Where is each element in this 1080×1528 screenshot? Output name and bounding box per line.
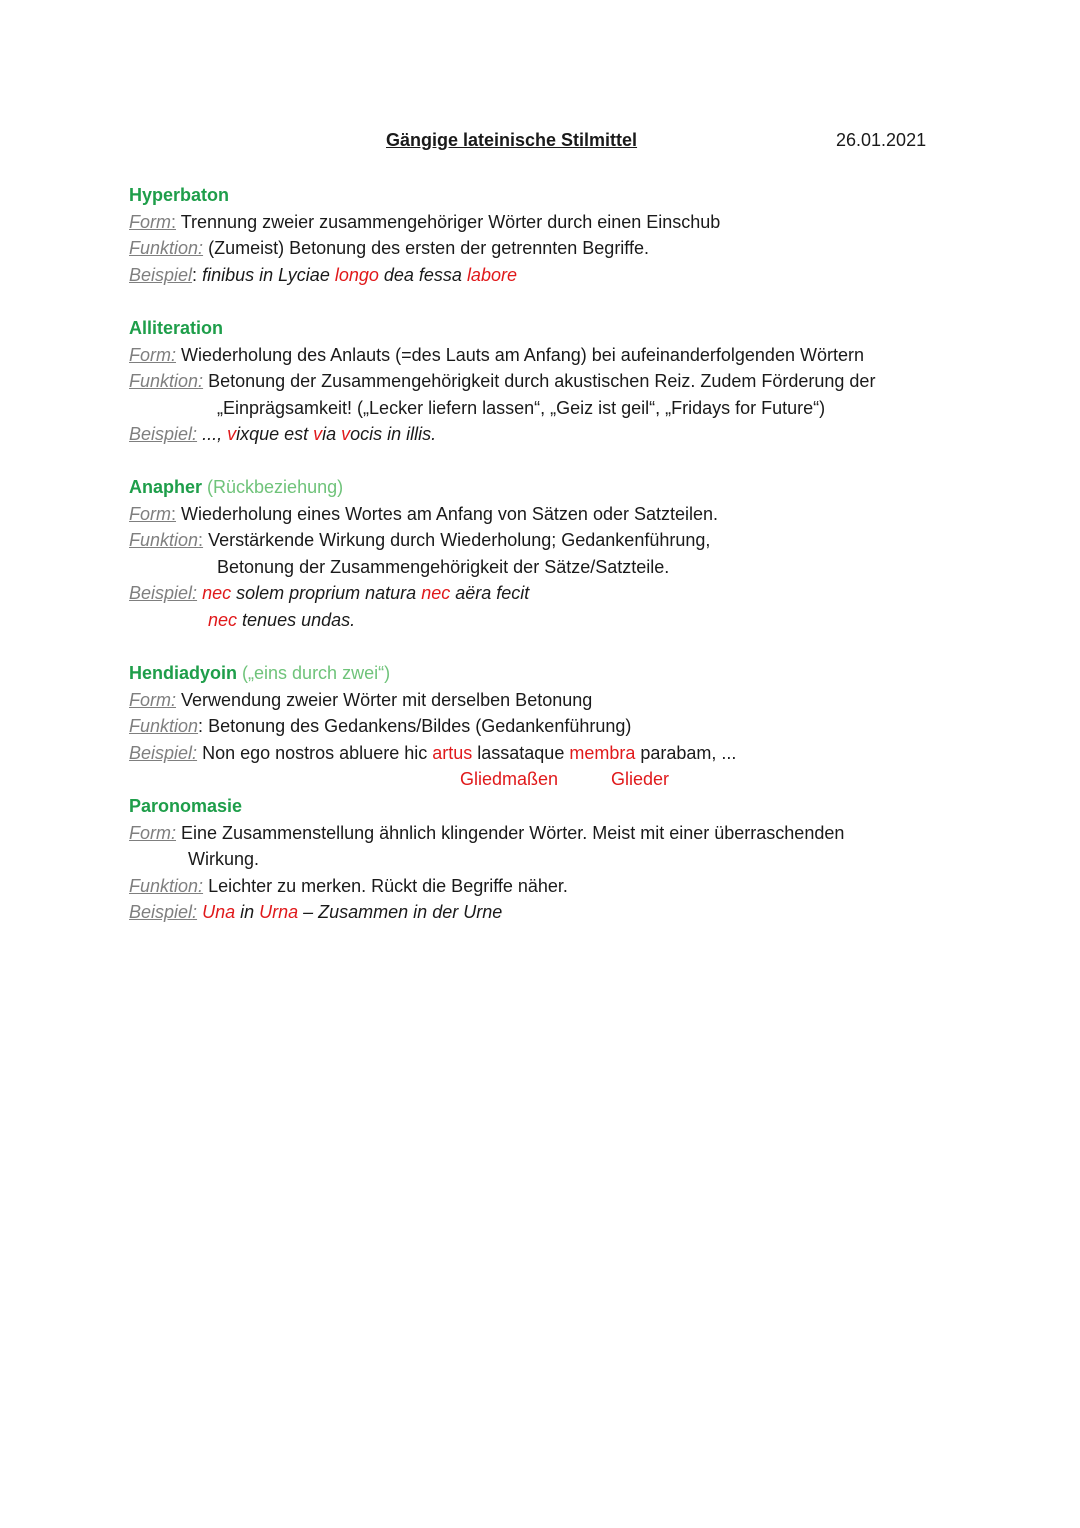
example-highlight: nec — [421, 583, 451, 603]
beispiel-label: Beispiel — [129, 424, 193, 444]
section-heading: Hendiadyoin — [129, 663, 238, 683]
example-text: Non ego nostros abluere hic — [202, 742, 433, 763]
section-alliteration — [129, 315, 989, 448]
beispiel-line — [129, 580, 989, 607]
label-colon: : — [192, 424, 198, 444]
form-label: Form — [129, 822, 171, 843]
form-line — [129, 501, 989, 528]
section-heading: Hyperbaton — [129, 185, 230, 205]
funktion-line — [129, 527, 989, 554]
translation-artus: Gliedmaßen — [460, 769, 559, 789]
beispiel-label: Beispiel — [129, 742, 193, 763]
funktion-label: Funktion — [129, 875, 199, 896]
section-heading: Anapher — [129, 477, 203, 497]
label-colon: : — [198, 530, 204, 550]
example-highlight: labore — [466, 264, 517, 285]
example-text: parabam, ... — [635, 742, 737, 763]
example-highlight: v — [341, 424, 351, 444]
heading-line — [129, 474, 989, 501]
example-highlight: Una — [202, 902, 236, 922]
example-text: finibus in Lyciae — [202, 264, 335, 285]
example-highlight: nec — [202, 583, 232, 603]
heading-line — [129, 660, 989, 687]
example-text: ..., — [202, 424, 228, 444]
section-subtitle: (Rückbeziehung) — [207, 477, 344, 497]
form-label: Form — [129, 344, 171, 365]
section-paronomasie — [129, 793, 989, 926]
funktion-continuation: Betonung der Zusammengehörigkeit der Sätze/Satzteile. — [217, 556, 670, 577]
label-colon: : — [171, 822, 177, 843]
funktion-line — [129, 873, 989, 900]
document-date: 26.01.2021 — [836, 130, 927, 150]
label-colon: : — [192, 902, 198, 922]
example-text: solem proprium natura — [231, 583, 422, 603]
label-colon: : — [192, 583, 198, 603]
label-colon: : — [198, 371, 204, 391]
form-line — [129, 342, 989, 369]
beispiel-line — [129, 421, 989, 448]
form-label: Form — [129, 503, 171, 524]
section-heading: Alliteration — [129, 318, 224, 338]
funktion-line — [129, 368, 989, 395]
form-text: Wiederholung des Anlauts (=des Lauts am Anfang) bei aufeinanderfolgenden Wörtern — [181, 344, 864, 365]
example-highlight: nec — [208, 609, 238, 630]
example-text: in — [235, 902, 260, 922]
form-label: Form — [129, 689, 171, 710]
example-text: ia — [322, 424, 342, 444]
funktion-text: (Zumeist) Betonung des ersten der getrennten Begriffe. — [208, 238, 649, 258]
funktion-line — [129, 713, 989, 740]
form-line — [129, 820, 989, 847]
example-text: – Zusammen in der Urne — [298, 902, 503, 922]
form-text: Verwendung zweier Wörter mit derselben Betonung — [181, 689, 593, 710]
beispiel-line — [129, 740, 989, 767]
beispiel-label: Beispiel — [129, 902, 193, 922]
label-colon: : — [192, 742, 198, 763]
funktion-line — [129, 235, 989, 262]
funktion-text: Betonung des Gedankens/Bildes (Gedankenführung) — [208, 716, 632, 736]
form-text: Wiederholung eines Wortes am Anfang von Sätzen oder Satzteilen. — [181, 503, 719, 524]
example-highlight: longo — [334, 264, 379, 285]
page-title: Gängige lateinische Stilmittel — [386, 130, 638, 150]
example-text: aëra fecit — [450, 583, 530, 603]
label-colon: : — [198, 716, 204, 736]
example-highlight: Urna — [259, 902, 299, 922]
section-hyperbaton — [129, 182, 989, 288]
beispiel-label: Beispiel — [129, 264, 193, 285]
form-continuation: Wirkung. — [188, 849, 260, 869]
example-text: dea fessa — [378, 264, 467, 285]
label-colon: : — [171, 689, 177, 710]
funktion-label: Funktion — [129, 371, 199, 391]
example-highlight: v — [313, 424, 323, 444]
form-line — [129, 209, 989, 236]
translation-line — [129, 766, 989, 793]
label-colon: : — [171, 503, 177, 524]
label-colon: : — [192, 264, 198, 285]
translation-membra: Glieder — [611, 769, 670, 789]
example-text: lassataque — [472, 742, 570, 763]
form-line — [129, 687, 989, 714]
section-subtitle: („eins durch zwei“) — [242, 663, 391, 683]
example-text: ixque est — [236, 424, 314, 444]
section-anapher — [129, 474, 989, 633]
label-colon: : — [198, 238, 204, 258]
funktion-text: Verstärkende Wirkung durch Wiederholung; Gedankenführung, — [208, 530, 711, 550]
section-heading: Paronomasie — [129, 796, 243, 816]
form-text: Eine Zusammenstellung ähnlich klingender Wörter. Meist mit einer überraschenden — [181, 822, 845, 843]
form-label: Form — [129, 211, 171, 232]
example-highlight: membra — [569, 742, 636, 763]
form-text: Trennung zweier zusammengehöriger Wörter durch einen Einschub — [180, 211, 721, 232]
funktion-text: Betonung der Zusammengehörigkeit durch akustischen Reiz. Zudem Förderung der — [208, 371, 876, 391]
label-colon: : — [171, 211, 177, 232]
section-hendiadyoin — [129, 660, 989, 793]
example-highlight: artus — [432, 742, 473, 763]
beispiel-line — [129, 262, 989, 289]
beispiel-continuation — [129, 607, 989, 634]
example-text: tenues undas. — [237, 609, 356, 630]
funktion-label: Funktion — [129, 716, 199, 736]
funktion-continuation: „Einprägsamkeit! („Lecker liefern lassen“, „Geiz ist geil“, „Fridays for Future“) — [217, 397, 826, 418]
label-colon: : — [171, 344, 177, 365]
example-text: ocis in illis. — [350, 424, 437, 444]
beispiel-line — [129, 899, 989, 926]
example-highlight: v — [227, 424, 237, 444]
funktion-text: Leichter zu merken. Rückt die Begriffe näher. — [208, 875, 568, 896]
label-colon: : — [198, 875, 204, 896]
funktion-label: Funktion — [129, 238, 199, 258]
beispiel-label: Beispiel — [129, 583, 193, 603]
funktion-label: Funktion — [129, 530, 199, 550]
